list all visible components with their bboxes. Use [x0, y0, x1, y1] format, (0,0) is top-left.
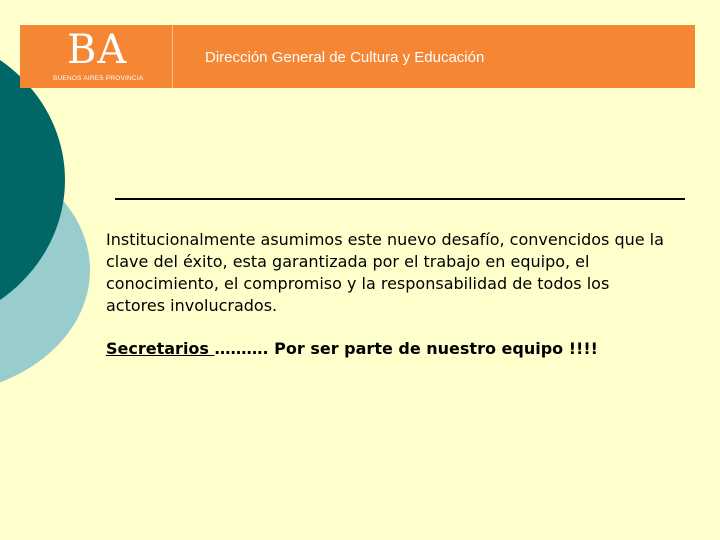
closing-line [106, 338, 706, 360]
header-banner [20, 25, 695, 88]
header-title: Dirección General de Cultura y Educación [205, 49, 485, 66]
logo-subtitle: BUENOS AIRES PROVINCIA [53, 75, 144, 82]
header-divider [172, 25, 173, 88]
horizontal-rule [115, 198, 685, 200]
body-paragraph: Institucionalmente asumimos este nuevo desafío, convencidos que la clave del éxito, esta garantizada por el trabajo en equipo, el conocimiento, el compromiso y la responsabilidad de todos los actores involucrados. [106, 230, 664, 315]
closing-rest-text: ………. Por ser parte de nuestro equipo !!!! [214, 339, 598, 358]
ba-logo [20, 25, 170, 88]
logo-letters: BA [67, 27, 128, 73]
closing-underlined-text: Secretarios [106, 339, 215, 358]
